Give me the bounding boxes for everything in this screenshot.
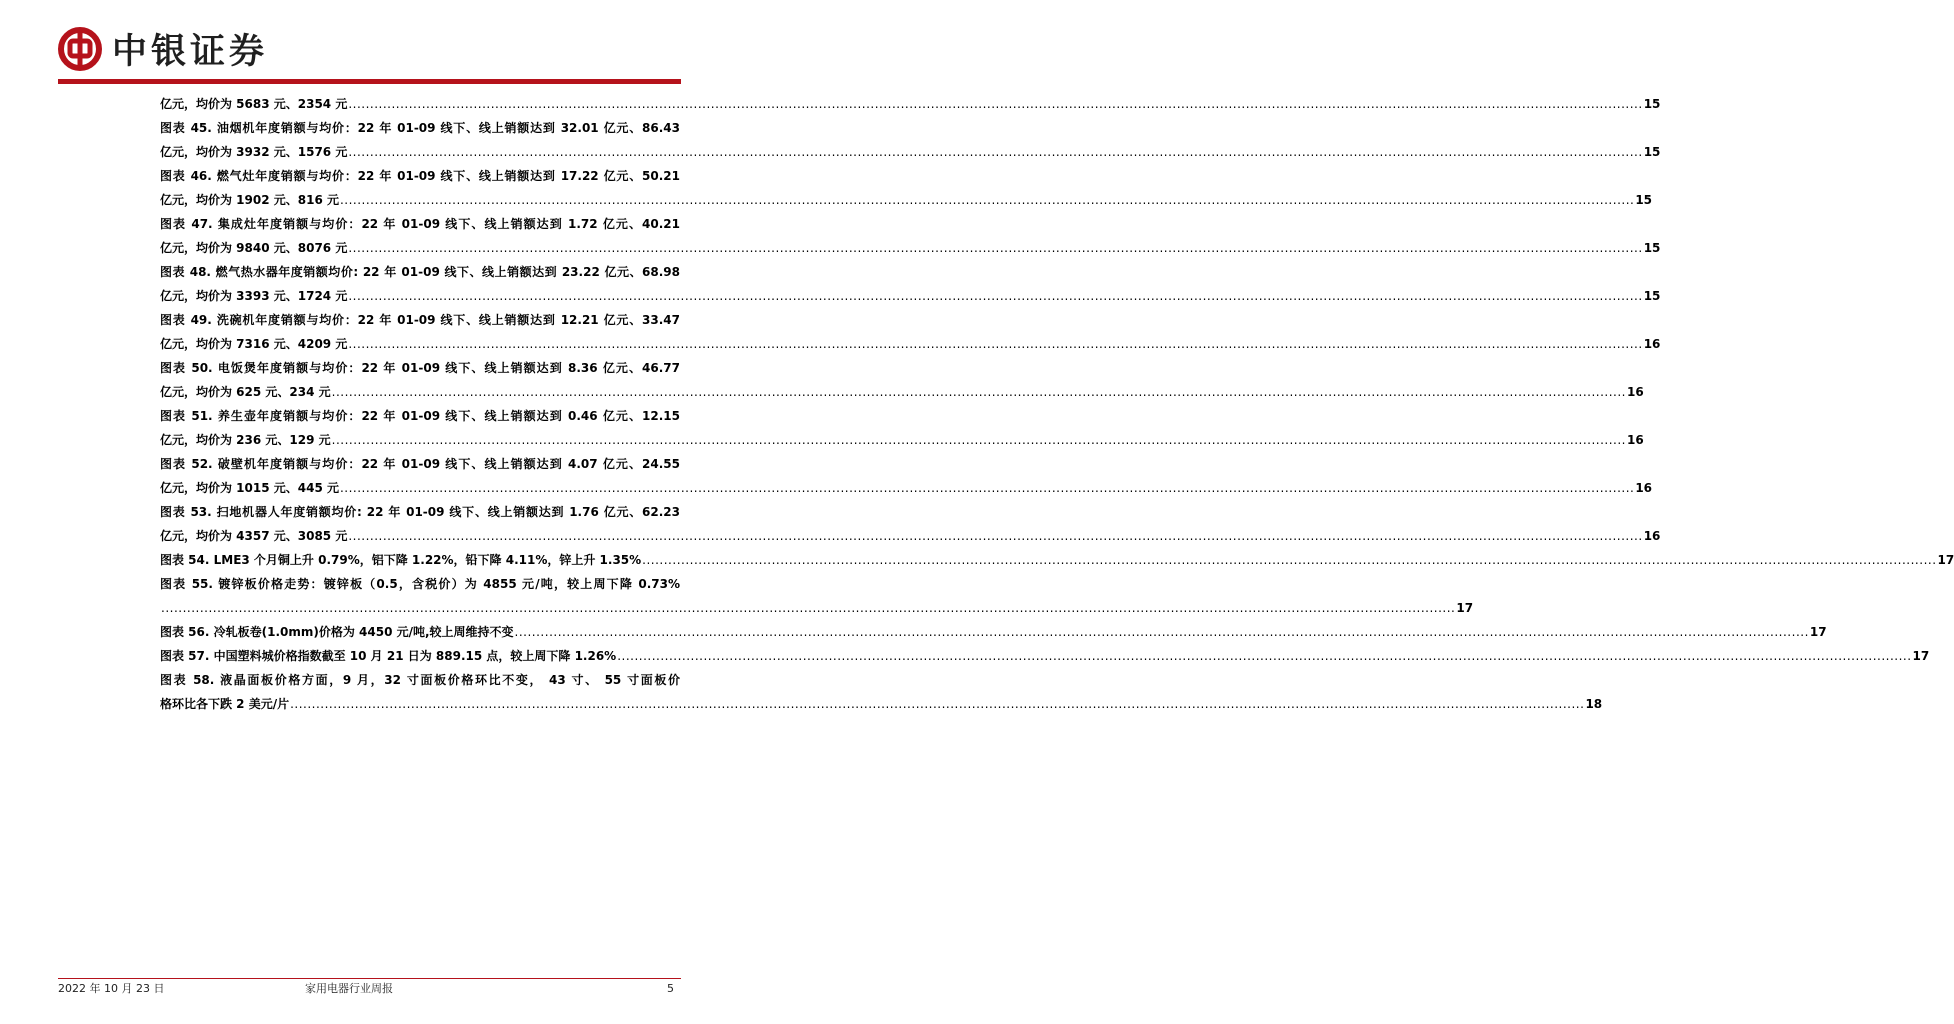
toc-page-number: 17 <box>1809 625 1827 639</box>
toc-entry-title: 图表 58. 液晶面板价格方面，9 月，32 寸面板价格环比不变， 43 寸、 55 寸面板价 <box>160 673 680 687</box>
toc-entry[interactable] <box>160 260 1661 308</box>
toc-entry-text: 亿元，均价为 625 元、234 元 <box>160 385 331 399</box>
footer-rule <box>58 978 681 979</box>
toc-page-number: 16 <box>1643 529 1661 543</box>
toc-entry-text: 亿元，均价为 3393 元、1724 元 <box>160 289 348 303</box>
toc-entry[interactable] <box>160 164 1653 212</box>
toc-entry-title: 图表 45. 油烟机年度销额与均价：22 年 01-09 线下、线上销额达到 32.01 亿元、86.43 <box>160 121 680 135</box>
toc-page-number: 16 <box>1626 433 1644 447</box>
toc-entry[interactable] <box>160 500 1661 548</box>
toc-page-number: 17 <box>1456 601 1474 615</box>
toc-entry-text: 亿元，均价为 7316 元、4209 元 <box>160 337 348 351</box>
toc-entry-line <box>160 92 1661 116</box>
bank-of-china-logo-icon <box>58 27 102 75</box>
toc-page-number: 15 <box>1643 289 1661 303</box>
dot-leader: ............................................................................................................................................................................................................................................................................................................ <box>290 697 1585 711</box>
toc-entry-line <box>160 284 1661 308</box>
dot-leader: ............................................................................................................................................................................................................................................................................................................ <box>348 289 1643 303</box>
toc-entry-title: 图表 47. 集成灶年度销额与均价：22 年 01-09 线下、线上销额达到 1.72 亿元、40.21 <box>160 217 680 231</box>
dot-leader: ............................................................................................................................................................................................................................................................................................................ <box>331 433 1626 447</box>
toc-page-number: 16 <box>1643 337 1661 351</box>
toc-page-number: 15 <box>1635 193 1653 207</box>
toc-entry-title: 图表 49. 洗碗机年度销额与均价：22 年 01-09 线下、线上销额达到 12.21 亿元、33.47 <box>160 313 680 327</box>
toc-page-number: 16 <box>1635 481 1653 495</box>
toc-entry[interactable] <box>160 644 1930 668</box>
dot-leader: ............................................................................................................................................................................................................................................................................................................ <box>348 241 1643 255</box>
toc-entry-text: 亿元，均价为 1015 元、445 元 <box>160 481 339 495</box>
toc-entry-title: 图表 52. 破壁机年度销额与均价：22 年 01-09 线下、线上销额达到 4.07 亿元、24.55 <box>160 457 680 471</box>
dot-leader: ............................................................................................................................................................................................................................................................................................................ <box>161 601 1456 615</box>
toc-entry[interactable] <box>160 668 1603 716</box>
toc-entry[interactable] <box>160 356 1644 404</box>
toc-entry-title: 图表 51. 养生壶年度销额与均价：22 年 01-09 线下、线上销额达到 0.46 亿元、12.15 <box>160 409 680 423</box>
toc-entry-line <box>160 188 1653 212</box>
toc-entry-line <box>160 548 1954 572</box>
toc-entry[interactable] <box>160 92 1661 116</box>
toc-entry-text: 格环比各下跌 2 美元/片 <box>160 697 290 711</box>
toc-entry[interactable] <box>160 212 1661 260</box>
toc-entry-line <box>160 524 1661 548</box>
toc-entry-text: 图表 54. LME3 个月铜上升 0.79%，铝下降 1.22%，铅下降 4.11%，锌上升 1.35% <box>160 553 642 567</box>
toc-entry-title: 图表 50. 电饭煲年度销额与均价：22 年 01-09 线下、线上销额达到 8.36 亿元、46.77 <box>160 361 680 375</box>
dot-leader: ............................................................................................................................................................................................................................................................................................................ <box>348 145 1643 159</box>
dot-leader: ............................................................................................................................................................................................................................................................................................................ <box>514 625 1809 639</box>
dot-leader: ............................................................................................................................................................................................................................................................................................................ <box>348 97 1643 111</box>
toc-entry-line <box>160 596 1474 620</box>
toc-entry-text: 亿元，均价为 1902 元、816 元 <box>160 193 339 207</box>
dot-leader: ............................................................................................................................................................................................................................................................................................................ <box>348 337 1643 351</box>
dot-leader: ............................................................................................................................................................................................................................................................................................................ <box>642 553 1937 567</box>
toc-entry-text: 亿元，均价为 3932 元、1576 元 <box>160 145 348 159</box>
dot-leader: ............................................................................................................................................................................................................................................................................................................ <box>348 529 1643 543</box>
toc-entry[interactable] <box>160 620 1827 644</box>
toc-entry-title: 图表 46. 燃气灶年度销额与均价：22 年 01-09 线下、线上销额达到 17.22 亿元、50.21 <box>160 169 680 183</box>
toc-entry-line <box>160 140 1661 164</box>
toc-entry-text: 亿元，均价为 9840 元、8076 元 <box>160 241 348 255</box>
brand-name: 中银证券 <box>112 31 269 72</box>
toc-entry-line <box>160 692 1603 716</box>
toc-entry-text: 亿元，均价为 4357 元、3085 元 <box>160 529 348 543</box>
toc-entry-text: 亿元，均价为 236 元、129 元 <box>160 433 331 447</box>
footer-date: 2022 年 10 月 23 日 <box>58 982 165 995</box>
toc-entry[interactable] <box>160 548 1954 572</box>
toc-entry[interactable] <box>160 572 1474 620</box>
toc-page-number: 15 <box>1643 97 1661 111</box>
toc-entry-line <box>160 620 1827 644</box>
page-header <box>0 0 724 90</box>
header-rule <box>58 79 681 84</box>
toc-entry[interactable] <box>160 308 1661 356</box>
toc-entry-title: 图表 53. 扫地机器人年度销额均价: 22 年 01-09 线下、线上销额达到 1.76 亿元、62.23 <box>160 505 680 519</box>
toc-entry[interactable] <box>160 452 1653 500</box>
toc-entry-title: 图表 55. 镀锌板价格走势：镀锌板（0.5，含税价）为 4855 元/吨，较上周下降 0.73% <box>160 577 680 591</box>
toc-page-number: 17 <box>1937 553 1954 567</box>
toc-entry-text: 图表 57. 中国塑料城价格指数截至 10 月 21 日为 889.15 点，较上周下降 1.26% <box>160 649 617 663</box>
toc-page-number: 18 <box>1585 697 1603 711</box>
toc-page-number: 17 <box>1912 649 1930 663</box>
toc-entry-line <box>160 476 1653 500</box>
footer-page-number: 5 <box>667 982 674 995</box>
toc-entry-text: 图表 56. 冷轧板卷(1.0mm)价格为 4450 元/吨,较上周维持不变 <box>160 625 514 639</box>
dot-leader: ............................................................................................................................................................................................................................................................................................................ <box>331 385 1626 399</box>
toc-entry[interactable] <box>160 116 1661 164</box>
dot-leader: ............................................................................................................................................................................................................................................................................................................ <box>617 649 1912 663</box>
footer-title: 家用电器行业周报 <box>305 982 393 995</box>
table-of-figures <box>160 92 1954 716</box>
toc-entry-line <box>160 236 1661 260</box>
toc-entry-title: 图表 48. 燃气热水器年度销额均价: 22 年 01-09 线下、线上销额达到 23.22 亿元、68.98 <box>160 265 680 279</box>
toc-entry-line <box>160 332 1661 356</box>
toc-page-number: 15 <box>1643 145 1661 159</box>
dot-leader: ............................................................................................................................................................................................................................................................................................................ <box>339 193 1635 207</box>
dot-leader: ............................................................................................................................................................................................................................................................................................................ <box>339 481 1635 495</box>
toc-page-number: 16 <box>1626 385 1644 399</box>
toc-entry-line <box>160 428 1644 452</box>
toc-entry-line <box>160 380 1644 404</box>
toc-page-number: 15 <box>1643 241 1661 255</box>
toc-entry[interactable] <box>160 404 1644 452</box>
toc-entry-line <box>160 644 1930 668</box>
toc-entry-text: 亿元，均价为 5683 元、2354 元 <box>160 97 348 111</box>
